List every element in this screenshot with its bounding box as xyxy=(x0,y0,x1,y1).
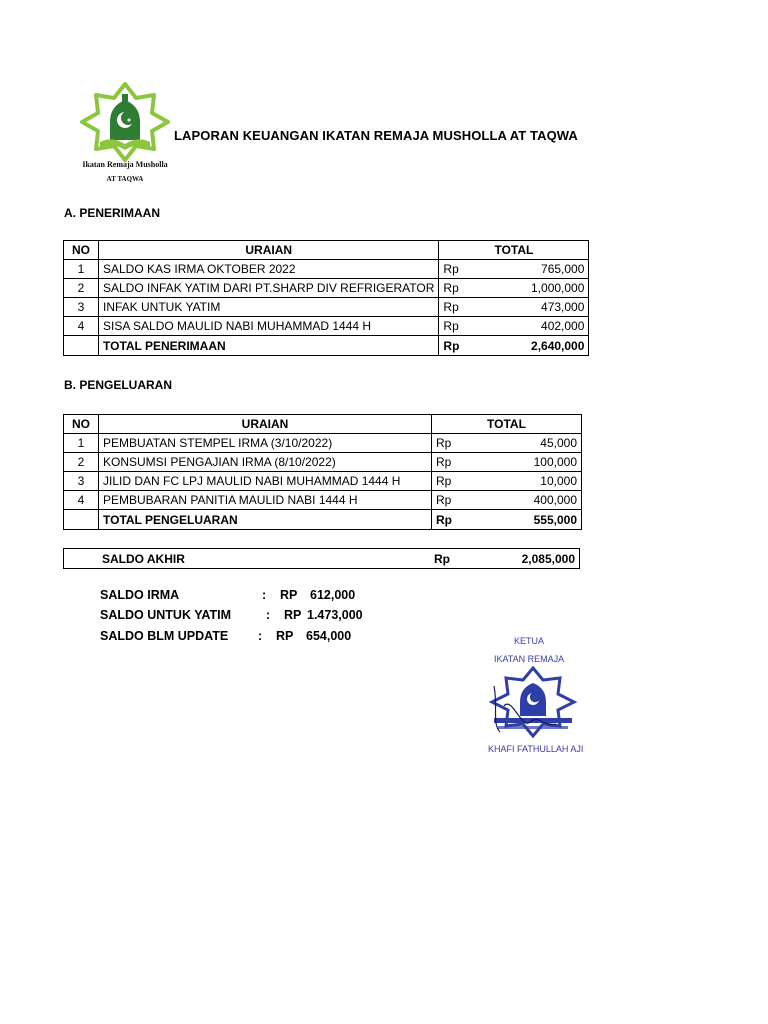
saldo-breakdown-currency: RP xyxy=(276,629,294,643)
saldo-breakdown-currency: RP xyxy=(284,608,302,622)
row-currency: Rp xyxy=(432,491,471,510)
row-amount: 45,000 xyxy=(470,434,582,453)
logo-caption-line2: AT TAQWA xyxy=(106,175,144,183)
row-description: SALDO INFAK YATIM DARI PT.SHARP DIV REFRIGERATOR xyxy=(99,279,439,298)
table-row xyxy=(64,491,582,510)
saldo-breakdown-amount: 612,000 xyxy=(310,588,356,602)
total-row-empty-cell xyxy=(64,510,99,530)
saldo-breakdown-row xyxy=(100,588,400,606)
total-currency: Rp xyxy=(432,510,471,530)
signature-role: KETUA xyxy=(514,636,545,646)
saldo-breakdown-label: SALDO UNTUK YATIM xyxy=(100,608,232,622)
row-number: 2 xyxy=(64,279,99,298)
organization-logo xyxy=(78,82,172,186)
signature-block xyxy=(482,630,582,760)
column-header-uraian: URAIAN xyxy=(99,415,432,434)
saldo-breakdown-currency: RP xyxy=(280,588,298,602)
section-heading-penerimaan: A. PENERIMAAN xyxy=(64,206,161,220)
table-row xyxy=(64,298,589,317)
table-row xyxy=(64,260,589,279)
row-description: PEMBUBARAN PANITIA MAULID NABI 1444 H xyxy=(99,491,432,510)
row-amount: 400,000 xyxy=(470,491,582,510)
table-header-row xyxy=(64,415,582,434)
logo-caption-line1: Ikatan Remaja Musholla xyxy=(82,160,168,169)
saldo-akhir-currency: Rp xyxy=(430,549,468,569)
total-row-empty-cell xyxy=(64,336,99,356)
column-header-total: TOTAL xyxy=(432,415,582,434)
total-amount: 555,000 xyxy=(470,510,582,530)
row-amount: 402,000 xyxy=(477,317,589,336)
total-row xyxy=(64,510,582,530)
total-currency: Rp xyxy=(439,336,478,356)
saldo-breakdown-row xyxy=(100,629,400,647)
total-label: TOTAL PENERIMAAN xyxy=(99,336,439,356)
row-number: 1 xyxy=(64,434,99,453)
column-header-no: NO xyxy=(64,241,99,260)
row-currency: Rp xyxy=(439,260,478,279)
saldo-breakdown-row xyxy=(100,608,400,626)
stamp-seal xyxy=(486,666,580,742)
saldo-akhir-table xyxy=(63,548,580,569)
signatory-name: KHAFI FATHULLAH AJI xyxy=(488,744,584,754)
saldo-breakdown-label: SALDO IRMA xyxy=(100,588,180,602)
saldo-breakdown-amount: 654,000 xyxy=(306,629,352,643)
row-description: SALDO KAS IRMA OKTOBER 2022 xyxy=(99,260,439,279)
column-header-uraian: URAIAN xyxy=(99,241,439,260)
row-description: PEMBUATAN STEMPEL IRMA (3/10/2022) xyxy=(99,434,432,453)
table-row xyxy=(64,434,582,453)
row-amount: 765,000 xyxy=(477,260,589,279)
row-currency: Rp xyxy=(432,434,471,453)
saldo-breakdown-amount: 1.473,000 xyxy=(307,608,363,622)
total-label: TOTAL PENGELUARAN xyxy=(99,510,432,530)
row-currency: Rp xyxy=(432,472,471,491)
saldo-breakdown-separator: : xyxy=(266,608,271,622)
saldo-akhir-empty-cell xyxy=(64,549,99,569)
row-description: INFAK UNTUK YATIM xyxy=(99,298,439,317)
row-currency: Rp xyxy=(439,317,478,336)
row-currency: Rp xyxy=(432,453,471,472)
total-amount: 2,640,000 xyxy=(477,336,589,356)
row-amount: 100,000 xyxy=(470,453,582,472)
table-row xyxy=(64,472,582,491)
row-number: 1 xyxy=(64,260,99,279)
row-amount: 1,000,000 xyxy=(477,279,589,298)
report-title: LAPORAN KEUANGAN IKATAN REMAJA MUSHOLLA AT TAQWA xyxy=(174,128,578,143)
row-description: KONSUMSI PENGAJIAN IRMA (8/10/2022) xyxy=(99,453,432,472)
saldo-breakdown-label: SALDO BLM UPDATE xyxy=(100,629,229,643)
row-description: SISA SALDO MAULID NABI MUHAMMAD 1444 H xyxy=(99,317,439,336)
section-heading-pengeluaran: B. PENGELUARAN xyxy=(64,378,173,392)
row-number: 4 xyxy=(64,317,99,336)
saldo-akhir-label: SALDO AKHIR xyxy=(98,549,430,569)
saldo-breakdown-separator: : xyxy=(262,588,267,602)
penerimaan-table xyxy=(63,240,589,356)
row-amount: 473,000 xyxy=(477,298,589,317)
row-amount: 10,000 xyxy=(470,472,582,491)
column-header-no: NO xyxy=(64,415,99,434)
row-number: 3 xyxy=(64,472,99,491)
table-row xyxy=(64,317,589,336)
row-currency: Rp xyxy=(439,279,478,298)
table-header-row xyxy=(64,241,589,260)
pengeluaran-table xyxy=(63,414,582,530)
saldo-breakdown-separator: : xyxy=(258,629,263,643)
total-row xyxy=(64,336,589,356)
row-number: 4 xyxy=(64,491,99,510)
saldo-akhir-amount: 2,085,000 xyxy=(468,549,580,569)
row-currency: Rp xyxy=(439,298,478,317)
row-description: JILID DAN FC LPJ MAULID NABI MUHAMMAD 1444 H xyxy=(99,472,432,491)
column-header-total: TOTAL xyxy=(439,241,589,260)
row-number: 3 xyxy=(64,298,99,317)
saldo-akhir-row xyxy=(64,549,580,569)
signature-organization: IKATAN REMAJA xyxy=(494,654,565,664)
table-row xyxy=(64,453,582,472)
table-row xyxy=(64,279,589,298)
row-number: 2 xyxy=(64,453,99,472)
